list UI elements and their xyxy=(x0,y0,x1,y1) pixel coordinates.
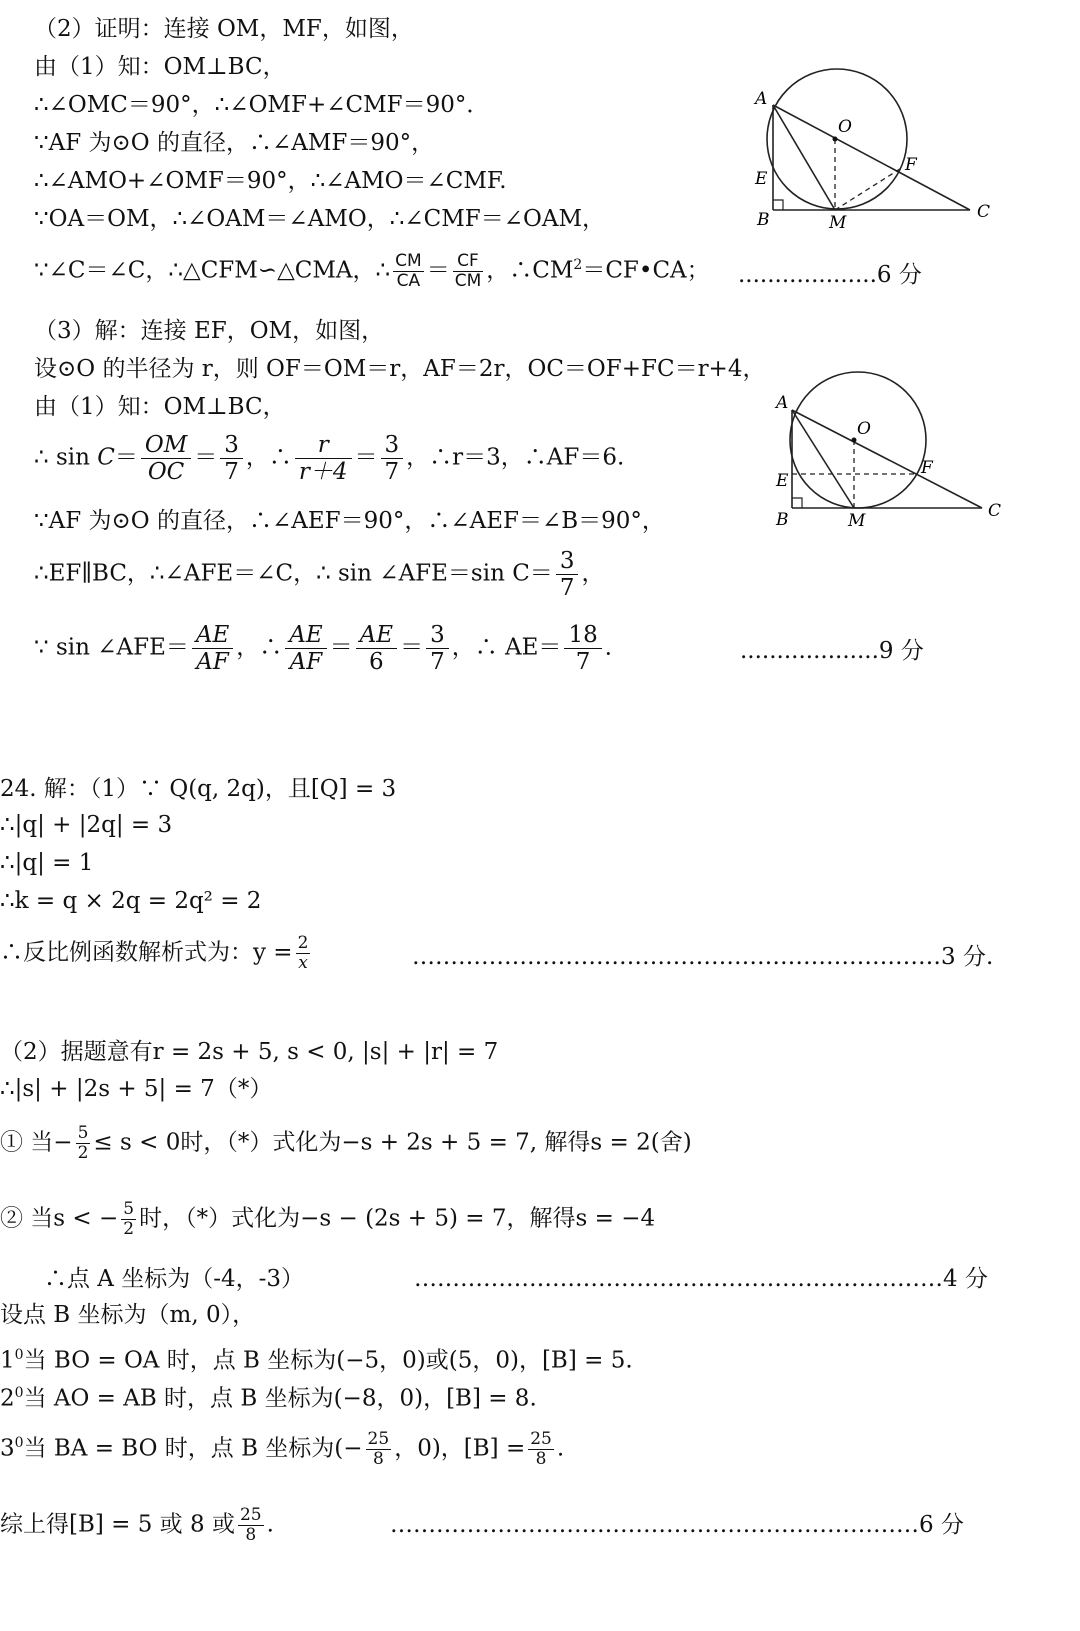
numerator: 3 xyxy=(426,622,449,649)
q24-line-2: ∴|q| + |2q| = 3 xyxy=(0,812,173,838)
right-angle-mark-b xyxy=(792,498,802,508)
equals-sign: ＝ xyxy=(426,257,450,284)
numerator: 25 xyxy=(530,1429,552,1450)
label-m: M xyxy=(829,213,847,233)
q24-line-3: ∴|q| = 1 xyxy=(0,850,94,876)
label-b: B xyxy=(757,210,770,230)
segment-ac xyxy=(792,410,982,508)
fraction xyxy=(295,432,352,485)
text-segment: ② 当s < − xyxy=(0,1205,119,1232)
text-segment: 当 AO = AB 时，点 B 坐标为(−8，0)，[B] = 8. xyxy=(23,1385,537,1412)
fraction xyxy=(76,1124,91,1163)
p2-line-3: ∴∠OMC＝90°，∴∠OMF+∠CMF＝90°． xyxy=(34,92,490,118)
fraction xyxy=(366,1430,392,1469)
label-o: O xyxy=(857,419,871,439)
denominator: 6 xyxy=(369,649,384,675)
numerator: 5 xyxy=(123,1199,135,1219)
p3-line-7 xyxy=(34,622,628,675)
equals-sign: ＝ xyxy=(114,444,138,471)
equals-sign: ＝ xyxy=(354,444,378,471)
q24-line-5 xyxy=(0,934,313,973)
p2-line-5: ∴∠AMO+∠OMF＝90°，∴∠AMO＝∠CMF. xyxy=(34,168,507,194)
text-segment: ≤ s < 0时，（*）式化为−s + 2s + 5 = 7, 解得s = 2(舍) xyxy=(93,1129,692,1156)
score-6: ...................6 分 xyxy=(738,262,922,288)
point-a-line: ∴点 A 坐标为（-4，-3） xyxy=(44,1266,305,1292)
fraction xyxy=(296,934,311,973)
p3-line-3: 由（1）知：OM⊥BC， xyxy=(34,394,286,420)
q24-line-4: ∴k = q × 2q = 2q² = 2 xyxy=(0,888,262,914)
numerator: CM xyxy=(395,251,422,272)
denominator: x xyxy=(298,953,308,973)
denominator: AF xyxy=(196,649,229,675)
fraction xyxy=(121,1200,136,1239)
denominator: 8 xyxy=(372,1449,384,1470)
text-segment: ∴反比例函数解析式为：y = xyxy=(0,939,293,966)
right-angle-mark-b xyxy=(773,200,783,210)
text-segment: ∵ sin ∠AFE＝ xyxy=(34,634,189,661)
q24-p2-line-1: （2）据题意有r = 2s + 5, s < 0, |s| + |r| = 7 xyxy=(0,1039,499,1065)
p2-line-7 xyxy=(34,250,710,291)
fraction xyxy=(426,622,449,675)
denominator: 2 xyxy=(77,1143,89,1163)
denominator: 7 xyxy=(559,575,575,601)
geometry-figure-2 xyxy=(770,368,1030,538)
point-o xyxy=(833,137,838,142)
text-segment: ， xyxy=(581,560,605,587)
label-a: A xyxy=(776,393,789,413)
p3-line-1: （3）解：连接 EF，OM，如图， xyxy=(34,318,385,344)
case-1-line xyxy=(0,1124,692,1163)
label-f: F xyxy=(921,458,933,478)
p3-line-4 xyxy=(34,432,624,485)
score-4: ……………………………………………………………4 分 xyxy=(414,1266,988,1292)
point-o xyxy=(852,438,857,443)
label-c: C xyxy=(988,501,1002,521)
set-b-line: 设点 B 坐标为（m, 0）， xyxy=(0,1302,256,1328)
case-b-2 xyxy=(0,1378,537,1414)
p2-line-2: 由（1）知：OM⊥BC， xyxy=(34,54,286,80)
text-segment: ＝CF•CA； xyxy=(582,257,710,284)
p3-line-5: ∵AF 为⊙O 的直径，∴∠AEF＝90°，∴∠AEF＝∠B＝90°， xyxy=(34,508,665,534)
p3-line-6 xyxy=(34,548,604,601)
denominator: 7 xyxy=(224,459,239,485)
label-a: A xyxy=(755,89,768,109)
fraction xyxy=(564,622,601,675)
text-segment: 当 BO = OA 时，点 B 坐标为(−5，0)或(5，0)，[B] = 5. xyxy=(23,1347,633,1374)
superscript: 0 xyxy=(14,1435,24,1451)
case-number: 1 xyxy=(0,1347,15,1374)
numerator: AE xyxy=(356,622,397,649)
numerator: OM xyxy=(141,432,191,459)
numerator: r xyxy=(295,432,352,459)
geometry-figure-1 xyxy=(745,62,1005,237)
numerator: 3 xyxy=(220,432,243,459)
text-segment: ∵∠C＝∠C，∴△CFM∽△CMA，∴ xyxy=(34,257,391,284)
case-number: 2 xyxy=(0,1385,15,1412)
q24-p2-line-2: ∴|s| + |2s + 5| = 7（*） xyxy=(0,1076,273,1102)
fraction xyxy=(285,622,326,675)
segment-ac xyxy=(773,105,970,210)
label-c: C xyxy=(977,202,991,222)
text-segment: ，∴ AE＝ xyxy=(451,634,562,661)
var-c: C xyxy=(97,444,115,471)
text-segment: ，0)，[B] = xyxy=(394,1435,526,1462)
text-segment: . xyxy=(266,1511,274,1538)
label-b: B xyxy=(776,510,789,530)
label-o: O xyxy=(838,117,852,137)
superscript: 0 xyxy=(14,1385,24,1401)
numerator: AE xyxy=(285,622,326,649)
text-segment: ，∴ xyxy=(236,634,283,661)
denominator: 8 xyxy=(245,1525,257,1545)
label-f: F xyxy=(905,155,917,175)
denominator: 2 xyxy=(123,1219,135,1239)
denominator: 7 xyxy=(384,459,400,485)
p3-line-2: 设⊙O 的半径为 r，则 OF＝OM＝r，AF＝2r，OC＝OF+FC＝r+4， xyxy=(34,356,766,382)
fraction xyxy=(453,252,484,291)
denominator: r＋4 xyxy=(298,459,348,485)
numerator: 5 xyxy=(77,1123,89,1143)
fraction xyxy=(393,252,424,291)
segment-mf-dashed xyxy=(835,167,903,210)
text-segment: 综上得[B] = 5 或 8 或 xyxy=(0,1511,235,1538)
numerator: CF xyxy=(453,252,484,272)
score-3: ……………………………………………………………3 分. xyxy=(412,944,994,970)
denominator: AF xyxy=(289,649,323,675)
text-segment: ，∴r＝3，∴AF＝6. xyxy=(406,444,625,471)
numerator: 3 xyxy=(381,432,404,459)
denominator: OC xyxy=(147,459,185,485)
fraction xyxy=(381,432,404,485)
fraction xyxy=(141,432,191,485)
superscript: 0 xyxy=(14,1347,24,1363)
score-9: ...................9 分 xyxy=(740,638,924,664)
text-segment: ． xyxy=(604,634,628,661)
case-2-line xyxy=(0,1200,655,1239)
p2-line-4: ∵AF 为⊙O 的直径，∴∠AMF＝90°， xyxy=(34,130,435,156)
denominator: 8 xyxy=(535,1449,547,1470)
denominator: 7 xyxy=(430,649,445,675)
text-segment: 时，（*）式化为−s − (2s + 5) = 7，解得s = −4 xyxy=(139,1205,656,1232)
p2-line-1: （2）证明：连接 OM，MF，如图， xyxy=(34,16,414,42)
case-b-3 xyxy=(0,1428,564,1469)
equals-sign: ＝ xyxy=(400,634,424,661)
denominator: CM xyxy=(454,271,482,292)
superscript: 2 xyxy=(573,257,583,273)
text-segment: 当 BA = BO 时，点 B 坐标为(− xyxy=(23,1435,363,1462)
segment-am xyxy=(792,410,854,508)
q24-line-1: 24. 解：（1）∵ Q(q, 2q)，且[Q] = 3 xyxy=(0,776,397,802)
numerator: 18 xyxy=(564,622,601,649)
text-segment: ∴EF∥BC，∴∠AFE＝∠C，∴ sin ∠AFE＝sin C＝ xyxy=(34,560,553,587)
text-segment: ∴ sin xyxy=(34,444,90,471)
label-e: E xyxy=(776,471,789,491)
numerator: 2 xyxy=(297,933,309,953)
denominator: CA xyxy=(396,271,421,292)
text-segment: ，∴CM xyxy=(486,257,574,284)
label-m: M xyxy=(848,511,866,531)
fraction xyxy=(556,548,579,601)
case-number: 3 xyxy=(0,1435,15,1462)
score-6-final: ……………………………………………………………6 分 xyxy=(390,1512,964,1538)
fraction xyxy=(220,432,243,485)
case-b-1 xyxy=(0,1340,633,1376)
numerator: 3 xyxy=(556,548,579,575)
denominator: 7 xyxy=(575,649,591,675)
label-e: E xyxy=(755,169,768,189)
fraction xyxy=(192,622,233,675)
conclusion-line xyxy=(0,1506,274,1545)
equals-sign: ＝ xyxy=(329,634,353,661)
text-segment: ，∴ xyxy=(245,444,292,471)
p2-line-6: ∵OA＝OM，∴∠OAM＝∠AMO，∴∠CMF＝∠OAM， xyxy=(34,206,606,232)
fraction xyxy=(528,1430,554,1469)
numerator: 25 xyxy=(239,1505,262,1525)
text-segment: . xyxy=(556,1435,565,1462)
equals-sign: ＝ xyxy=(194,444,218,471)
numerator: 25 xyxy=(367,1429,390,1450)
numerator: AE xyxy=(192,622,233,649)
fraction xyxy=(238,1506,264,1545)
fraction xyxy=(356,622,397,675)
text-segment: ① 当− xyxy=(0,1129,73,1156)
